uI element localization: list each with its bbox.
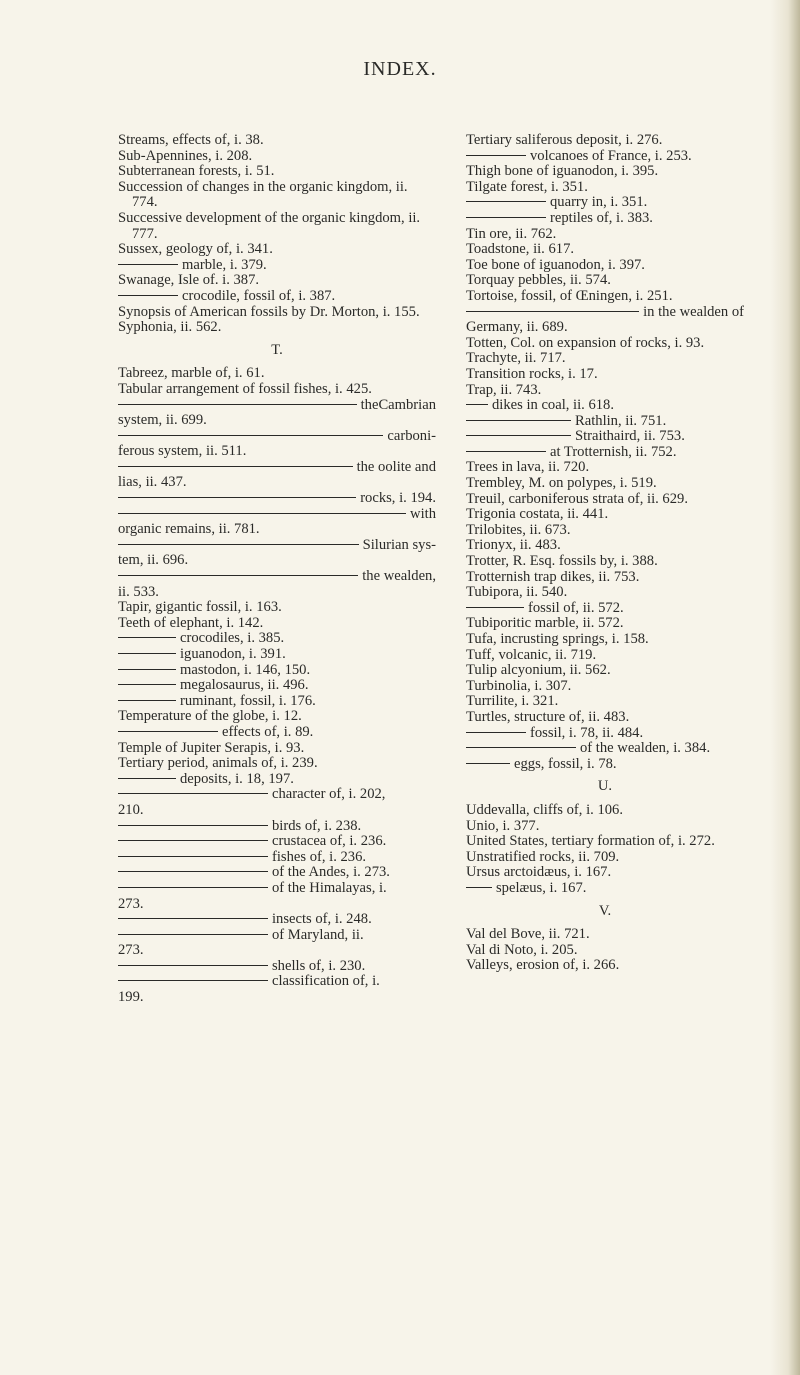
index-subentry-continuation: 199. bbox=[118, 989, 144, 1006]
page-edge-shadow bbox=[770, 0, 800, 1375]
page-header: INDEX. bbox=[363, 58, 437, 80]
index-entry: Toadstone, ii. 617. bbox=[466, 241, 575, 258]
index-entry: Sub-Apennines, i. 208. bbox=[118, 147, 253, 164]
index-subentry: at Trotternish, ii. 752. bbox=[466, 445, 744, 461]
index-subentry: volcanoes of France, i. 253. bbox=[466, 149, 744, 165]
index-column-left bbox=[118, 133, 436, 1006]
ditto-rule bbox=[466, 420, 571, 421]
index-subentry: with bbox=[118, 507, 436, 523]
index-entry: Tufa, incrusting springs, i. 158. bbox=[466, 631, 649, 647]
index-subentry: carboni- bbox=[118, 429, 436, 445]
index-subentry: dikes in coal, ii. 618. bbox=[466, 398, 744, 414]
ditto-rule bbox=[118, 264, 178, 265]
index-entry: Toe bone of iguanodon, i. 397. bbox=[466, 256, 645, 273]
index-entry: Turrilite, i. 321. bbox=[466, 693, 559, 710]
section-letter-v: V. bbox=[598, 902, 612, 919]
index-entry: Torquay pebbles, ii. 574. bbox=[466, 272, 611, 289]
index-subentry: insects of, i. 248. bbox=[118, 912, 436, 928]
ditto-rule bbox=[466, 763, 510, 764]
index-entry: Succession of changes in the organic kingdom, ii. 774. bbox=[118, 178, 408, 211]
index-entry: Valleys, erosion of, i. 266. bbox=[466, 957, 620, 974]
index-entry: Tertiary saliferous deposit, i. 276. bbox=[466, 132, 663, 148]
index-entry: Trionyx, ii. 483. bbox=[466, 537, 561, 554]
index-entry: Ursus arctoidæus, i. 167. bbox=[466, 864, 612, 881]
index-subentry: the wealden, bbox=[118, 569, 436, 585]
index-entry: Temple of Jupiter Serapis, i. 93. bbox=[118, 739, 305, 756]
ditto-rule bbox=[118, 825, 268, 826]
index-subentry: Straithaird, ii. 753. bbox=[466, 429, 744, 445]
ditto-rule bbox=[466, 404, 488, 405]
index-entry: Turtles, structure of, ii. 483. bbox=[466, 708, 630, 725]
ditto-rule bbox=[118, 295, 178, 296]
index-entry: Turbinolia, i. 307. bbox=[466, 677, 572, 694]
index-entry: Swanage, Isle of. i. 387. bbox=[118, 272, 260, 289]
ditto-rule bbox=[118, 684, 176, 685]
ditto-rule bbox=[466, 747, 576, 748]
index-entry: Tuff, volcanic, ii. 719. bbox=[466, 646, 597, 663]
index-entry: Thigh bone of iguanodon, i. 395. bbox=[466, 163, 659, 180]
index-entry: Sussex, geology of, i. 341. bbox=[118, 241, 273, 258]
index-subentry: mastodon, i. 146, 150. bbox=[118, 663, 436, 679]
index-entry: Successive development of the organic kingdom, ii. 777. bbox=[118, 209, 421, 242]
index-entry: Teeth of elephant, i. 142. bbox=[118, 614, 264, 631]
index-subentry-continuation: ii. 533. bbox=[118, 583, 159, 600]
index-entry: Streams, effects of, i. 38. bbox=[118, 132, 264, 148]
ditto-rule bbox=[118, 887, 268, 888]
index-entry: Synopsis of American fossils by Dr. Morton, i. 155. bbox=[118, 303, 420, 320]
index-subentry: classification of, i. bbox=[118, 974, 436, 990]
ditto-rule bbox=[118, 965, 268, 966]
index-subentry: crustacea of, i. 236. bbox=[118, 834, 436, 850]
index-subentry: megalosaurus, ii. 496. bbox=[118, 678, 436, 694]
index-entry: Subterranean forests, i. 51. bbox=[118, 163, 275, 180]
index-subentry: shells of, i. 230. bbox=[118, 959, 436, 975]
index-entry: Tapir, gigantic fossil, i. 163. bbox=[118, 599, 282, 616]
index-entry: Temperature of the globe, i. 12. bbox=[118, 708, 302, 725]
ditto-rule bbox=[118, 497, 356, 498]
index-subentry: ruminant, fossil, i. 176. bbox=[118, 694, 436, 710]
index-entry: Unstratified rocks, ii. 709. bbox=[466, 848, 620, 865]
index-column-right bbox=[466, 133, 744, 974]
ditto-rule bbox=[118, 731, 218, 732]
ditto-rule bbox=[118, 544, 359, 545]
ditto-rule bbox=[466, 435, 571, 436]
ditto-rule bbox=[118, 856, 268, 857]
index-entry: Syphonia, ii. 562. bbox=[118, 319, 222, 336]
index-subentry-continuation: system, ii. 699. bbox=[118, 412, 207, 429]
ditto-rule bbox=[118, 404, 357, 405]
ditto-rule bbox=[118, 669, 176, 670]
index-subentry: marble, i. 379. bbox=[118, 258, 436, 274]
ditto-rule bbox=[466, 887, 492, 888]
index-entry: Trilobites, ii. 673. bbox=[466, 521, 571, 538]
index-subentry-continuation: 210. bbox=[118, 801, 144, 818]
index-entry: Trotternish trap dikes, ii. 753. bbox=[466, 568, 640, 585]
index-entry: Unio, i. 377. bbox=[466, 817, 540, 834]
index-entry: Tertiary period, animals of, i. 239. bbox=[118, 755, 318, 772]
index-subentry: in the wealden of bbox=[466, 305, 744, 321]
index-subentry: theCambrian bbox=[118, 398, 436, 414]
ditto-rule bbox=[118, 653, 176, 654]
ditto-rule bbox=[466, 451, 546, 452]
index-entry: Tin ore, ii. 762. bbox=[466, 225, 557, 242]
index-subentry: reptiles of, i. 383. bbox=[466, 211, 744, 227]
index-subentry: of Maryland, ii. bbox=[118, 928, 436, 944]
ditto-rule bbox=[118, 466, 353, 467]
index-subentry: the oolite and bbox=[118, 460, 436, 476]
index-subentry-continuation: organic remains, ii. 781. bbox=[118, 521, 260, 538]
index-entry: Tabular arrangement of fossil fishes, i. 425. bbox=[118, 380, 372, 397]
index-subentry-continuation: Germany, ii. 689. bbox=[466, 319, 568, 336]
index-entry: Trotter, R. Esq. fossils by, i. 388. bbox=[466, 553, 658, 570]
index-subentry: quarry in, i. 351. bbox=[466, 195, 744, 211]
index-subentry-continuation: 273. bbox=[118, 895, 144, 912]
index-subentry-continuation: tem, ii. 696. bbox=[118, 552, 189, 569]
ditto-rule bbox=[466, 732, 526, 733]
ditto-rule bbox=[118, 918, 268, 919]
index-entry: Trachyte, ii. 717. bbox=[466, 350, 566, 367]
index-entry: Totten, Col. on expansion of rocks, i. 93. bbox=[466, 334, 705, 351]
index-subentry: rocks, i. 194. bbox=[118, 491, 436, 507]
index-entry: Tubiporitic marble, ii. 572. bbox=[466, 615, 624, 632]
index-subentry: effects of, i. 89. bbox=[118, 725, 436, 741]
ditto-rule bbox=[118, 934, 268, 935]
ditto-rule bbox=[118, 980, 268, 981]
index-entry: Treuil, carboniferous strata of, ii. 629. bbox=[466, 490, 688, 507]
index-subentry: fishes of, i. 236. bbox=[118, 850, 436, 866]
index-subentry: Silurian sys- bbox=[118, 538, 436, 554]
ditto-rule bbox=[466, 155, 526, 156]
index-subentry: crocodile, fossil of, i. 387. bbox=[118, 289, 436, 305]
index-entry: Transition rocks, i. 17. bbox=[466, 365, 598, 382]
index-subentry: birds of, i. 238. bbox=[118, 819, 436, 835]
index-subentry: deposits, i. 18, 197. bbox=[118, 772, 436, 788]
section-letter-u: U. bbox=[597, 778, 613, 795]
index-entry: Tulip alcyonium, ii. 562. bbox=[466, 662, 611, 679]
ditto-rule bbox=[466, 311, 639, 312]
index-subentry: iguanodon, i. 391. bbox=[118, 647, 436, 663]
index-entry: Tubipora, ii. 540. bbox=[466, 584, 568, 601]
index-subentry: fossil, i. 78, ii. 484. bbox=[466, 726, 744, 742]
index-subentry: spelæus, i. 167. bbox=[466, 881, 744, 897]
index-entry: Tilgate forest, i. 351. bbox=[466, 178, 588, 195]
index-subentry-continuation: 273. bbox=[118, 942, 144, 959]
index-subentry: eggs, fossil, i. 78. bbox=[466, 757, 744, 773]
index-entry: Trees in lava, ii. 720. bbox=[466, 459, 590, 476]
ditto-rule bbox=[466, 607, 524, 608]
index-subentry-continuation: ferous system, ii. 511. bbox=[118, 443, 247, 460]
index-subentry: of the wealden, i. 384. bbox=[466, 741, 744, 757]
ditto-rule bbox=[118, 575, 358, 576]
index-entry: Trembley, M. on polypes, i. 519. bbox=[466, 475, 657, 492]
index-entry: Val del Bove, ii. 721. bbox=[466, 926, 590, 943]
index-entry: Val di Noto, i. 205. bbox=[466, 941, 578, 958]
ditto-rule bbox=[118, 778, 176, 779]
ditto-rule bbox=[118, 637, 176, 638]
index-subentry: of the Andes, i. 273. bbox=[118, 865, 436, 881]
index-entry: Tortoise, fossil, of Œningen, i. 251. bbox=[466, 287, 673, 304]
ditto-rule bbox=[118, 840, 268, 841]
section-letter-t: T. bbox=[271, 341, 283, 358]
ditto-rule bbox=[118, 435, 383, 436]
index-subentry: of the Himalayas, i. bbox=[118, 881, 436, 897]
index-subentry-continuation: lias, ii. 437. bbox=[118, 474, 187, 491]
index-entry: Uddevalla, cliffs of, i. 106. bbox=[466, 801, 623, 818]
ditto-rule bbox=[118, 871, 268, 872]
index-entry: Trigonia costata, ii. 441. bbox=[466, 506, 609, 523]
index-entry: United States, tertiary formation of, i. 272. bbox=[466, 833, 715, 850]
index-subentry: Rathlin, ii. 751. bbox=[466, 414, 744, 430]
ditto-rule bbox=[466, 201, 546, 202]
ditto-rule bbox=[118, 700, 176, 701]
ditto-rule bbox=[466, 217, 546, 218]
index-entry: Trap, ii. 743. bbox=[466, 381, 542, 398]
index-subentry: crocodiles, i. 385. bbox=[118, 631, 436, 647]
index-subentry: character of, i. 202, bbox=[118, 787, 436, 803]
ditto-rule bbox=[118, 793, 268, 794]
index-entry: Tabreez, marble of, i. 61. bbox=[118, 365, 265, 382]
index-subentry: fossil of, ii. 572. bbox=[466, 601, 744, 617]
ditto-rule bbox=[118, 513, 406, 514]
